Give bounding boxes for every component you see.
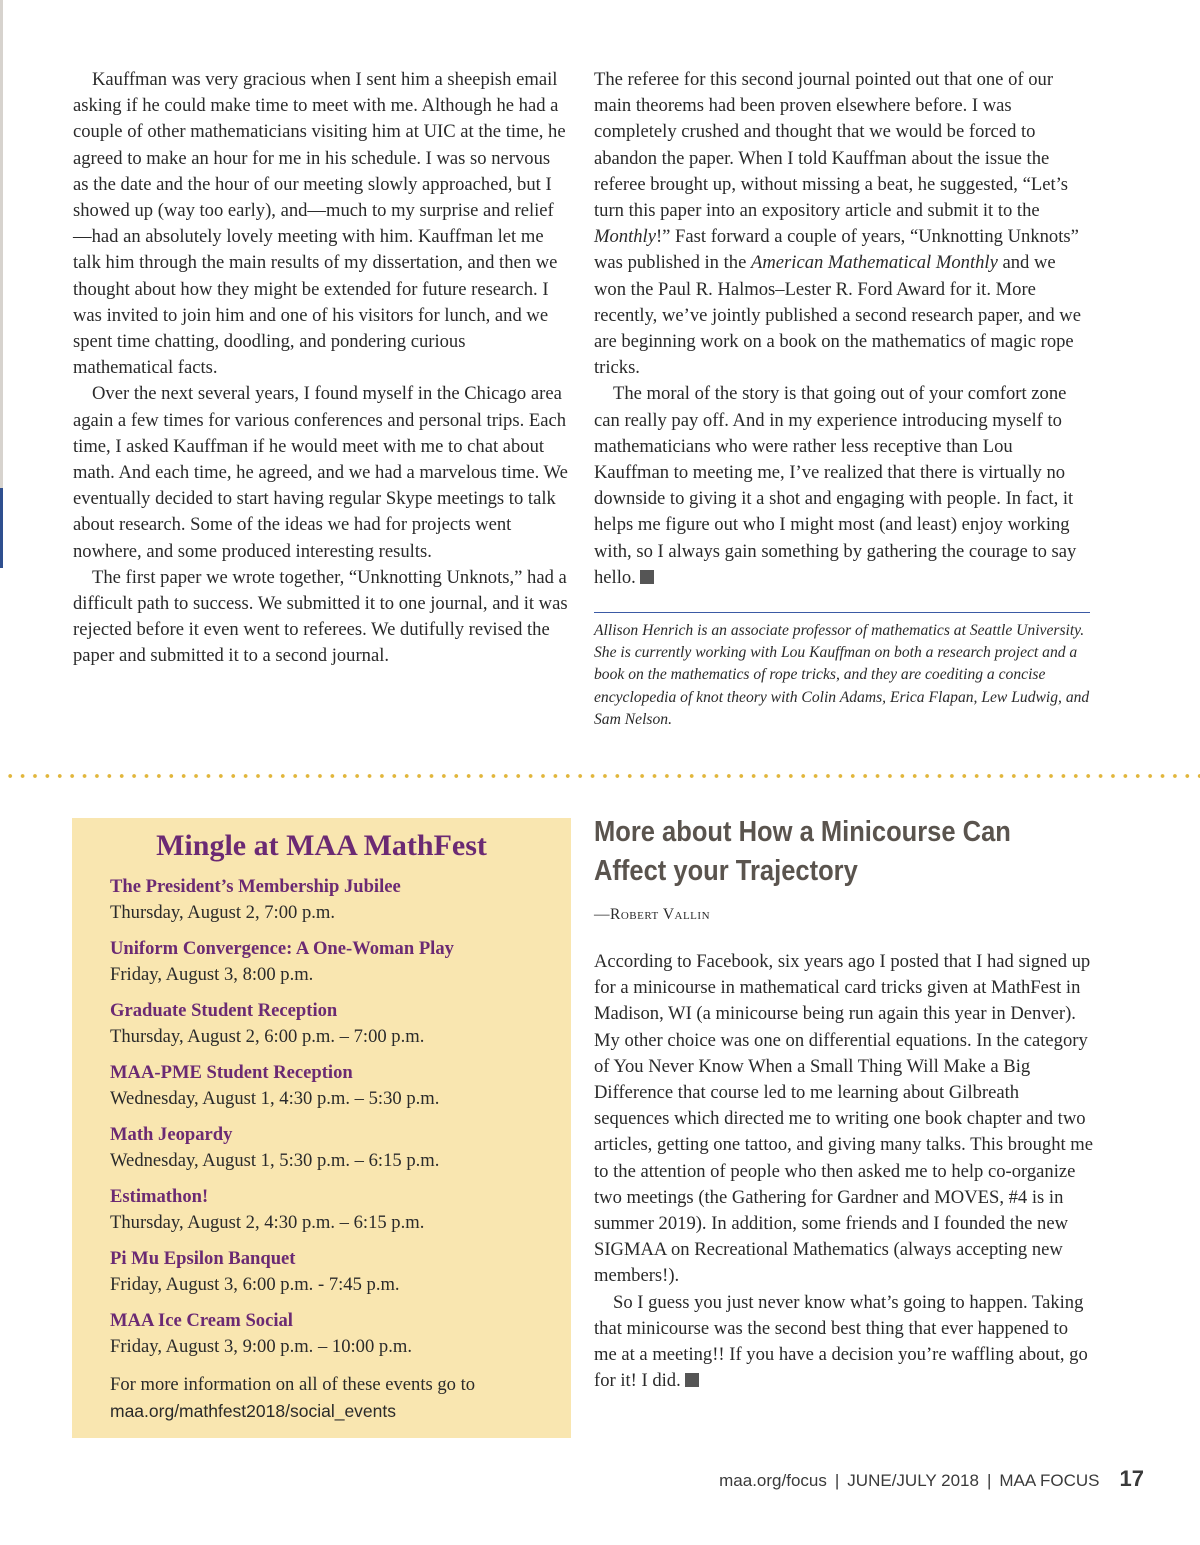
event-item	[110, 1060, 550, 1112]
left-paragraph-1: Kauffman was very gracious when I sent him a sheepish email asking if he could make time to meet with me. Although he had a couple of other mathematicians visiting him at UIC at the time, he agreed to make an hour for me in his schedule. I was so nervous as the date and the hour of our meeting slowly approached, but I showed up (way too early), and—much to my surprise and relief—had an absolutely lovely meeting with him. Kauffman let me talk him through the main results of my dissertation, and then we thought about how they might be extended for future research. I was invited to join him and one of his visitors for lunch, and we spent time chatting, doodling, and pondering curious mathematical facts.	[73, 69, 566, 379]
bio-divider	[594, 612, 1090, 613]
event-title: The President’s Membership Jubilee	[110, 876, 401, 897]
left-paragraph-2: Over the next several years, I found myself in the Chicago area again a few times for various conferences and personal trips. Each time, I asked Kauffman if he would meet with me to chat about math. And each time, he agreed, and we had a marvelous time. We eventually decided to start having regular Skype meetings to talk about research. Some of the ideas we had for projects went nowhere, and some produced interesting results.	[73, 383, 568, 562]
right-paragraph-1: The referee for this second journal pointed out that one of our main theorems had been proven elsewhere before. I was completely crushed and thought that we would be forced to abandon the paper. When I told Kauffman about the issue the referee brought up, without missing a beat, he suggested, “Let’s turn this paper into an expository article and submit it to the Monthly!” Fast forward a couple of years, “Unknotting Unknots” was published in the American Mathematical Monthly and we won the Paul R. Halmos–Lester R. Ford Award for it. More recently, we’ve jointly published a second research paper, and we are beginning work on a book on the mathematics of magic rope tricks.	[594, 69, 1081, 379]
page-footer	[719, 1466, 1144, 1492]
article-body	[594, 949, 1094, 1394]
footer-separator: |	[986, 1471, 992, 1490]
more-info	[110, 1372, 550, 1424]
page-number: 17	[1119, 1466, 1144, 1491]
event-title: MAA Ice Cream Social	[110, 1310, 293, 1331]
event-list	[110, 874, 550, 1370]
event-item	[110, 998, 550, 1050]
left-edge-strip	[0, 0, 3, 568]
event-time: Thursday, August 2, 6:00 p.m. – 7:00 p.m.	[110, 1026, 425, 1047]
event-title: Pi Mu Epsilon Banquet	[110, 1248, 296, 1269]
more-info-link[interactable]: maa.org/mathfest2018/social_events	[110, 1401, 396, 1421]
event-title: Graduate Student Reception	[110, 1000, 338, 1021]
event-title: Uniform Convergence: A One-Woman Play	[110, 938, 454, 959]
event-item	[110, 936, 550, 988]
left-paragraph-3: The first paper we wrote together, “Unknotting Unknots,” had a difficult path to success. We submitted it to one journal, and it was rejected before it even went to referees. We dutifully revised the paper and submitted it to a second journal.	[73, 566, 568, 667]
mathfest-sidebar	[72, 818, 571, 1438]
event-title: Estimathon!	[110, 1186, 209, 1207]
event-time: Thursday, August 2, 4:30 p.m. – 6:15 p.m.	[110, 1212, 425, 1233]
article-paragraph-1: According to Facebook, six years ago I posted that I had signed up for a minicourse in mathematical card tricks given at MathFest in Madison, WI (a minicourse being run again this year in Denver). My other choice was one on differential equations. In the category of You Never Know When a Small Thing Will Make a Big Difference that course led to me learning about Gilbreath sequences which directed me to writing one book chapter and two articles, getting one tattoo, and giving many talks. This brought me to the attention of people who then asked me to help co-organize two meetings (the Gathering for Gardner and MOVES, #4 is in summer 2019). In addition, some friends and I founded the new SIGMAA on Recreational Mathematics (always accepting new members!).	[594, 951, 1094, 1287]
footer-site[interactable]: maa.org/focus	[719, 1471, 827, 1490]
event-time: Wednesday, August 1, 5:30 p.m. – 6:15 p.m.	[110, 1150, 440, 1171]
dotted-section-divider	[0, 773, 1200, 779]
event-time: Wednesday, August 1, 4:30 p.m. – 5:30 p.m.	[110, 1088, 440, 1109]
event-time: Friday, August 3, 8:00 p.m.	[110, 964, 314, 985]
event-time: Thursday, August 2, 7:00 p.m.	[110, 902, 336, 923]
footer-magazine: MAA FOCUS	[999, 1471, 1100, 1490]
article-paragraph-2: So I guess you just never know what’s going to happen. Taking that minicourse was the second best thing that ever happened to me at a meeting!! If you have a decision you’re waffling about, go for it! I did.	[594, 1291, 1088, 1392]
event-item	[110, 874, 550, 926]
author-bio: Allison Henrich is an associate professor of mathematics at Seattle University. She is currently working with Lou Kauffman on both a research project and a book on the mathematics of rope tricks, and they are coediting a concise encyclopedia of knot theory with Colin Adams, Erica Flapan, Lew Ludwig, and Sam Nelson.	[594, 622, 1090, 728]
right-column	[594, 67, 1092, 591]
more-info-text: For more information on all of these events go to	[110, 1374, 476, 1395]
footer-issue: JUNE/JULY 2018	[847, 1471, 979, 1490]
right-paragraph-2: The moral of the story is that going out of your comfort zone can really pay off. And in my experience introducing myself to mathematicians who were rather less receptive than Lou Kauffman to meeting me, I’ve realized that there is virtually no downside to giving it a shot and engaging with people. In fact, it helps me figure out who I might most (and least) enjoy working with, so I always gain something by gathering the courage to say hello.	[594, 383, 1077, 588]
event-item	[110, 1308, 550, 1360]
event-title: Math Jeopardy	[110, 1124, 233, 1145]
event-time: Friday, August 3, 9:00 p.m. – 10:00 p.m.	[110, 1336, 412, 1357]
event-title: MAA-PME Student Reception	[110, 1062, 353, 1083]
article-byline: —Robert Vallin	[594, 906, 711, 923]
event-item	[110, 1184, 550, 1236]
event-item	[110, 1246, 550, 1298]
event-time: Friday, August 3, 6:00 p.m. - 7:45 p.m.	[110, 1274, 400, 1295]
sidebar-title: Mingle at MAA MathFest	[156, 829, 487, 862]
left-edge-accent	[0, 488, 3, 568]
end-mark-icon	[640, 570, 654, 584]
event-item	[110, 1122, 550, 1174]
article-title: More about How a Minicourse Can Affect your Trajectory	[594, 816, 1011, 887]
footer-separator: |	[834, 1471, 840, 1490]
end-mark-icon	[685, 1373, 699, 1387]
left-column	[73, 67, 569, 670]
